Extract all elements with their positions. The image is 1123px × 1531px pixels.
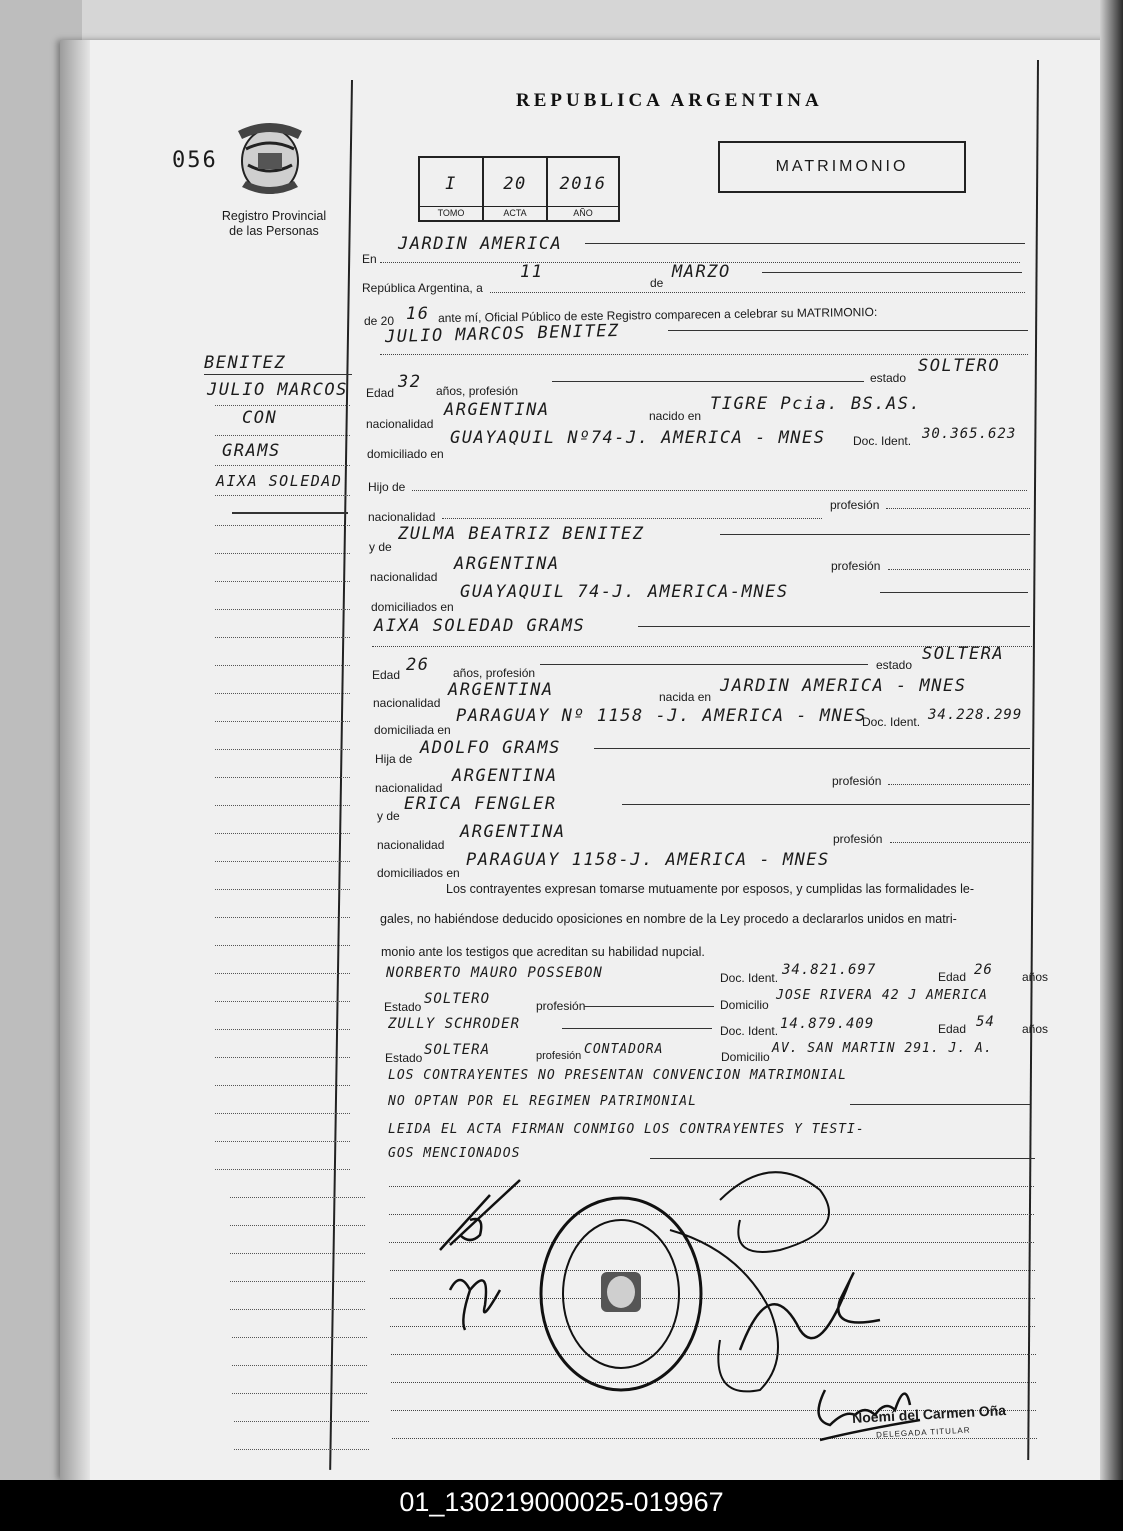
bride-doc: 34.228.299 — [928, 707, 1023, 723]
note-2: NO OPTAN POR EL REGIMEN PATRIMONIAL — [388, 1094, 697, 1109]
groom-parents-dom-line — [880, 592, 1028, 593]
acta-cell — [484, 158, 548, 220]
margin-con: CON — [242, 408, 278, 428]
groom-father-prof-dots — [886, 508, 1030, 509]
bride-estado: SOLTERA — [922, 644, 1005, 664]
bride-father-line — [594, 748, 1030, 749]
ano-label: AÑO — [548, 206, 618, 220]
witness2-domicilio: AV. SAN MARTIN 291. J. A. — [772, 1041, 993, 1056]
groom-nacido: TIGRE Pcia. BS.AS. — [710, 394, 922, 414]
country-title: REPUBLICA ARGENTINA — [516, 90, 823, 111]
groom-mother: ZULMA BEATRIZ BENITEZ — [398, 524, 645, 544]
witness2-estado-label: Estado — [385, 1051, 423, 1065]
groom-parents-dom-label: domiciliados en — [371, 600, 454, 614]
officer-title: DELEGADA TITULAR — [875, 1425, 971, 1440]
record-type-box: MATRIMONIO — [718, 141, 966, 193]
groom-nac-label: nacionalidad — [366, 417, 434, 431]
witness1-edad-label: Edad — [938, 970, 967, 984]
groom-father-dots — [412, 490, 1027, 491]
bride-domicilio: PARAGUAY Nº 1158 -J. AMERICA - MNES — [456, 706, 867, 726]
bride-mother-nac: ARGENTINA — [460, 822, 566, 842]
witness2-anos-label: años — [1022, 1022, 1049, 1036]
groom-nacionalidad: ARGENTINA — [444, 400, 550, 420]
tomo-label: TOMO — [420, 206, 482, 220]
bride-doc-label: Doc. Ident. — [862, 715, 921, 729]
groom-profesion-line — [552, 381, 864, 382]
groom-father-nac-dots — [442, 518, 822, 519]
bride-nacionalidad: ARGENTINA — [448, 680, 554, 700]
bride-edad: 26 — [406, 655, 430, 675]
witness2-profesion-label: profesión — [536, 1050, 582, 1062]
groom-mother-prof-dots — [888, 569, 1030, 570]
bride-mother: ERICA FENGLER — [404, 794, 557, 814]
year-prefix: de 20 — [364, 314, 395, 328]
bride-signature-icon — [440, 1260, 520, 1340]
groom-nacido-label: nacido en — [649, 409, 702, 423]
margin-given-2: AIXA SOLEDAD — [216, 472, 343, 490]
bride-mother-line — [622, 804, 1030, 805]
month-fill-line — [762, 272, 1022, 273]
margin-surname-1: BENITEZ — [204, 353, 287, 373]
margin-surname-2: GRAMS — [222, 441, 281, 461]
witness1-profesion-label: profesión — [536, 999, 586, 1013]
bride-nacida: JARDIN AMERICA - MNES — [720, 676, 967, 696]
registry-name-line2: de las Personas — [229, 224, 319, 238]
witness1-doc: 34.821.697 — [782, 962, 877, 978]
groom-name: JULIO MARCOS BENITEZ — [384, 320, 620, 348]
margin-underline — [204, 374, 352, 375]
note-1: LOS CONTRAYENTES NO PRESENTAN CONVENCION MATRIMONIAL — [388, 1068, 847, 1083]
groom-mother-nac-label: nacionalidad — [370, 570, 438, 584]
groom-mother-nac: ARGENTINA — [454, 554, 560, 574]
ano-cell — [548, 158, 618, 220]
witness1-doc-label: Doc. Ident. — [720, 971, 779, 985]
witness1-edad: 26 — [974, 962, 993, 978]
bride-parents-dom: PARAGUAY 1158-J. AMERICA - MNES — [466, 850, 830, 870]
groom-doc-label: Doc. Ident. — [853, 434, 912, 448]
bride-name: AIXA SOLEDAD GRAMS — [374, 616, 586, 636]
page-right-edge — [1100, 0, 1123, 1480]
record-reference-box — [418, 156, 620, 222]
date-dots — [490, 292, 1025, 293]
month-value: MARZO — [672, 262, 731, 282]
groom-father-nac-label: nacionalidad — [368, 510, 436, 524]
acta-label: ACTA — [484, 206, 546, 220]
ano-value: 2016 — [559, 174, 607, 194]
groom-parents-dom: GUAYAQUIL 74-J. AMERICA-MNES — [460, 582, 789, 602]
bride-father-nac: ARGENTINA — [452, 766, 558, 786]
page-number: 056 — [172, 148, 218, 173]
witness1-name: NORBERTO MAURO POSSEBON — [386, 965, 603, 981]
witness2-estado: SOLTERA — [424, 1042, 491, 1058]
witness2-profesion: CONTADORA — [584, 1042, 664, 1057]
province-crest-icon — [232, 115, 308, 201]
bride-father-prof-label: profesión — [832, 774, 882, 788]
bride-father: ADOLFO GRAMS — [420, 738, 561, 758]
place-fill-line — [585, 243, 1025, 244]
note-2-line — [850, 1104, 1030, 1105]
witness1-profesion-line — [584, 1006, 714, 1007]
witness1-estado-label: Estado — [384, 1000, 422, 1014]
groom-hijo-label: Hijo de — [368, 480, 406, 494]
de-label: de — [650, 276, 664, 290]
bride-dom-label: domiciliada en — [374, 723, 451, 737]
scan-id-footer: 01_130219000025-019967 — [0, 1480, 1123, 1531]
bride-edad-label: Edad — [372, 668, 401, 682]
year-suffix: 16 — [406, 304, 430, 324]
registry-name-line1: Registro Provincial — [221, 209, 327, 223]
witness2-domicilio-label: Domicilio — [721, 1050, 770, 1064]
intro-text: ante mí, Oficial Público de este Registro comparecen a celebrar su MATRIMONIO: — [437, 304, 878, 326]
page-binding-edge — [60, 40, 90, 1480]
note-4-line — [650, 1158, 1035, 1159]
groom-doc: 30.365.623 — [922, 426, 1017, 442]
bride-estado-label: estado — [876, 658, 913, 672]
groom-signature-icon — [430, 1175, 540, 1265]
declaration-line2: gales, no habiéndose deducido oposiciones en nombre de la Ley procedo a declararlos unidos en matri- — [380, 912, 957, 926]
witness2-doc-label: Doc. Ident. — [720, 1024, 779, 1038]
tomo-value: I — [445, 174, 457, 194]
groom-domicilio: GUAYAQUIL Nº74-J. AMERICA - MNES — [450, 428, 826, 448]
place-value: JARDIN AMERICA — [398, 234, 563, 254]
witness2-name: ZULLY SCHRODER — [388, 1016, 521, 1032]
bride-mother-prof-dots — [890, 842, 1030, 843]
witness2-edad-label: Edad — [938, 1022, 967, 1036]
groom-estado-label: estado — [870, 371, 907, 385]
bride-profesion-line — [540, 664, 868, 665]
bride-father-prof-dots — [888, 784, 1030, 785]
declaration-line1: Los contrayentes expresan tomarse mutuamente por esposos, y cumplidas las formalidades le- — [446, 882, 975, 896]
note-3: LEIDA EL ACTA FIRMAN CONMIGO LOS CONTRAYENTES Y TESTI- — [388, 1122, 865, 1137]
groom-father-prof-label: profesión — [830, 498, 880, 512]
bride-nac-label: nacionalidad — [373, 696, 441, 710]
groom-estado: SOLTERO — [918, 356, 1001, 376]
margin-given-1: JULIO MARCOS — [207, 380, 348, 400]
bride-father-nac-label: nacionalidad — [375, 781, 443, 795]
groom-name-line — [668, 330, 1028, 331]
witness1-anos-label: años — [1022, 970, 1049, 984]
witness1-domicilio: JOSE RIVERA 42 J AMERICA — [776, 988, 988, 1003]
en-label: En — [362, 252, 377, 266]
bride-mother-nac-label: nacionalidad — [377, 838, 445, 852]
groom-mother-prof-label: profesión — [831, 559, 881, 573]
witness2-edad: 54 — [976, 1014, 995, 1030]
witness1-domicilio-label: Domicilio — [720, 998, 769, 1012]
bride-nacida-label: nacida en — [659, 690, 712, 704]
groom-name-dots — [380, 354, 1028, 355]
bride-anos-profesion-label: años, profesión — [453, 666, 536, 680]
bride-name-line — [638, 626, 1030, 627]
official-seal-icon — [536, 1194, 706, 1394]
bride-parents-dom-label: domiciliados en — [377, 866, 460, 880]
groom-edad: 32 — [398, 372, 422, 392]
groom-mother-line — [720, 534, 1030, 535]
witness2-doc: 14.879.409 — [780, 1016, 875, 1032]
day-value: 11 — [520, 262, 544, 282]
declaration-line3: monio ante los testigos que acreditan su habilidad nupcial. — [381, 945, 705, 959]
groom-yde-label: y de — [369, 540, 392, 554]
groom-dom-label: domiciliado en — [367, 447, 444, 461]
bride-hija-label: Hija de — [375, 752, 413, 766]
bride-yde-label: y de — [377, 809, 400, 823]
republica-label: República Argentina, a — [362, 281, 483, 295]
witness1-estado: SOLTERO — [424, 991, 491, 1007]
tomo-cell — [420, 158, 484, 220]
bride-mother-prof-label: profesión — [833, 832, 883, 846]
note-4: GOS MENCIONADOS — [388, 1146, 521, 1161]
officer-name: Noemí del Carmen Oña — [851, 1401, 1007, 1427]
witness2-name-line — [562, 1028, 712, 1029]
margin-end-stroke — [232, 512, 348, 514]
acta-value: 20 — [503, 174, 527, 194]
groom-edad-label: Edad — [366, 386, 395, 400]
groom-anos-profesion-label: años, profesión — [436, 384, 519, 398]
